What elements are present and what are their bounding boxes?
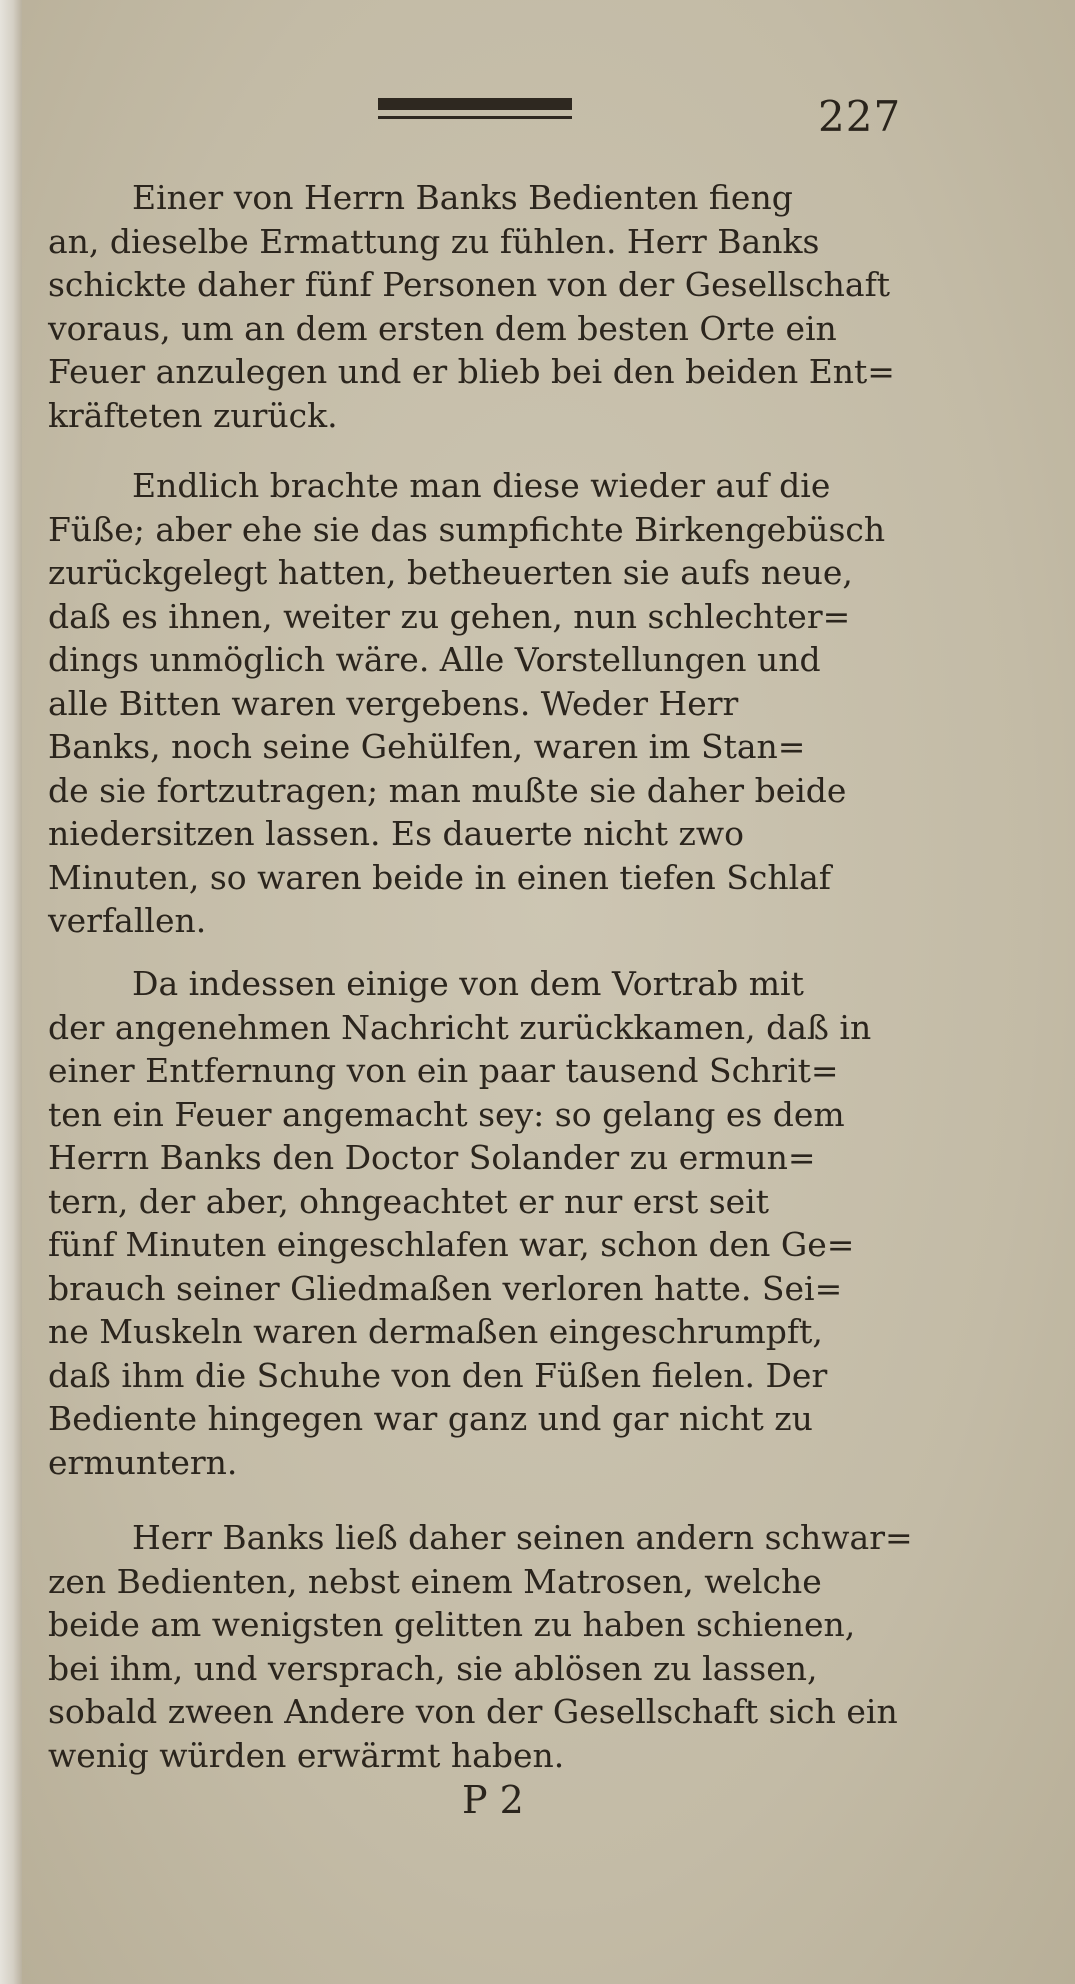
text-line: voraus, um an dem ersten dem besten Orte ein <box>48 308 837 348</box>
text-line: Da indessen einige von dem Vortrab mit <box>132 964 804 1003</box>
header-rule-thin <box>378 116 572 119</box>
signature-mark: P 2 <box>462 1778 524 1822</box>
paragraph-3 <box>48 962 928 1484</box>
header-rule <box>378 98 572 110</box>
paragraph-4 <box>48 1516 928 1777</box>
text-line: Bediente hingegen war ganz und gar nicht zu <box>48 1399 813 1438</box>
text-line: daß ihm die Schuhe von den Füßen fielen. Der <box>48 1355 828 1395</box>
text-line: niedersitzen lassen. Es dauerte nicht zwo <box>48 814 744 853</box>
text-line: beide am wenigsten gelitten zu haben schienen, <box>48 1605 856 1644</box>
text-line: zen Bedienten, nebst einem Matrosen, welche <box>48 1561 822 1601</box>
paragraph-1 <box>48 176 928 437</box>
text-line: Banks, noch seine Gehülfen, waren im Stan= <box>48 727 806 766</box>
text-line: Einer von Herrn Banks Bedienten fieng <box>132 178 793 217</box>
text-line: brauch seiner Gliedmaßen verloren hatte. Sei= <box>48 1268 843 1308</box>
text-line: Herr Banks ließ daher seinen andern schwar= <box>132 1518 913 1557</box>
text-line: bei ihm, und versprach, sie ablösen zu lassen, <box>48 1648 818 1688</box>
text-line: fünf Minuten eingeschlafen war, schon den Ge= <box>48 1225 855 1264</box>
text-line: an, dieselbe Ermattung zu fühlen. Herr Banks <box>48 221 820 261</box>
text-line: ne Muskeln waren dermaßen eingeschrumpft, <box>48 1312 823 1351</box>
text-line: Feuer anzulegen und er blieb bei den beiden Ent= <box>48 352 895 391</box>
text-line: wenig würden erwärmt haben. <box>48 1735 565 1775</box>
text-line: de sie fortzutragen; man mußte sie daher beide <box>48 770 847 810</box>
text-line: ten ein Feuer angemacht sey: so gelang es dem <box>48 1094 845 1134</box>
text-line: ermuntern. <box>48 1442 238 1482</box>
text-line: kräfteten zurück. <box>48 395 338 435</box>
text-line: verfallen. <box>48 901 207 940</box>
text-line: dings unmöglich wäre. Alle Vorstellungen und <box>48 640 821 679</box>
text-line: daß es ihnen, weiter zu gehen, nun schlechter= <box>48 596 851 636</box>
text-line: zurückgelegt hatten, betheuerten sie aufs neue, <box>48 553 853 592</box>
text-line: Endlich brachte man diese wieder auf die <box>132 466 831 505</box>
text-line: Füße; aber ehe sie das sumpfichte Birkengebüsch <box>48 509 886 549</box>
page-number: 227 <box>818 92 902 141</box>
text-line: der angenehmen Nachricht zurückkamen, daß in <box>48 1007 872 1047</box>
text-line: Minuten, so waren beide in einen tiefen Schlaf <box>48 857 832 897</box>
paragraph-2 <box>48 464 928 943</box>
text-line: sobald zween Andere von der Gesellschaft sich ein <box>48 1692 898 1731</box>
text-line: schickte daher fünf Personen von der Gesellschaft <box>48 265 891 304</box>
text-line: Herrn Banks den Doctor Solander zu ermun= <box>48 1138 816 1177</box>
text-line: tern, der aber, ohngeachtet er nur erst seit <box>48 1181 769 1221</box>
page-gutter <box>0 0 22 1984</box>
text-line: einer Entfernung von ein paar tausend Schrit= <box>48 1051 839 1090</box>
text-line: alle Bitten waren vergebens. Weder Herr <box>48 683 739 723</box>
